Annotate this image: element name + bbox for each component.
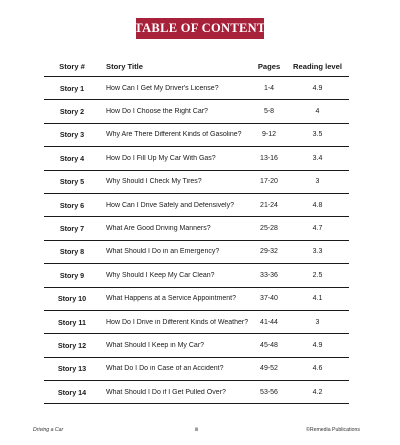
- story-pages: 13-16: [260, 154, 278, 162]
- header-reading-level: Reading level: [293, 61, 342, 71]
- table-row: [44, 194, 349, 217]
- story-title: What Happens at a Service Appointment?: [106, 295, 236, 303]
- story-title: How Do I Fill Up My Car With Gas?: [106, 154, 216, 162]
- table-row: [44, 100, 349, 123]
- story-title: Why Should I Keep My Car Clean?: [106, 271, 215, 279]
- story-reading-level: 3: [315, 318, 320, 326]
- story-pages: 21-24: [260, 201, 278, 209]
- story-reading-level: 4.8: [312, 201, 323, 209]
- story-number: Story 10: [57, 294, 87, 304]
- table-row: [44, 311, 349, 334]
- table-row: [44, 147, 349, 170]
- page-footer: [33, 427, 360, 437]
- story-number: Story 12: [57, 340, 87, 350]
- story-title: How Do I Choose the Right Car?: [106, 108, 208, 116]
- story-number: Story 9: [59, 270, 85, 280]
- table-row: [44, 334, 349, 357]
- story-title: What Should I Do in an Emergency?: [106, 248, 220, 256]
- story-number: Story 6: [59, 200, 85, 210]
- story-reading-level: 4.6: [312, 365, 323, 373]
- table-row: [44, 241, 349, 264]
- story-number: Story 5: [59, 177, 85, 187]
- story-pages: 25-28: [260, 225, 278, 233]
- page-title: TABLE OF CONTENT: [136, 18, 264, 39]
- story-pages: 9-12: [261, 131, 276, 139]
- story-pages: 33-36: [260, 271, 278, 279]
- table-row: [44, 264, 349, 287]
- table-row: [44, 217, 349, 240]
- table-row: [44, 381, 349, 404]
- story-pages: 37-40: [260, 295, 278, 303]
- header-pages: Pages: [257, 61, 281, 71]
- story-reading-level: 4.2: [312, 388, 323, 396]
- story-pages: 5-8: [263, 108, 275, 116]
- table-row: [44, 77, 349, 100]
- table-row: [44, 288, 349, 311]
- story-title: What Do I Do in Case of an Accident?: [106, 365, 224, 373]
- table-row: [44, 124, 349, 147]
- story-reading-level: 3: [315, 178, 320, 186]
- footer-page-number: iii: [194, 427, 199, 433]
- story-number: Story 4: [59, 153, 85, 163]
- footer-book-title: Driving a Car: [33, 427, 64, 433]
- story-number: Story 14: [57, 387, 87, 397]
- story-number: Story 1: [59, 83, 85, 93]
- header-story-num: Story #: [59, 61, 85, 71]
- header-story-title: Story Title: [106, 61, 143, 71]
- story-number: Story 11: [58, 317, 86, 327]
- story-title: How Do I Drive in Different Kinds of Weather?: [106, 318, 249, 326]
- table-row: [44, 171, 349, 194]
- story-reading-level: 4.1: [312, 295, 323, 303]
- story-number: Story 2: [59, 107, 85, 117]
- story-title: What Should I Keep in My Car?: [106, 341, 205, 349]
- story-reading-level: 4.7: [312, 225, 323, 233]
- story-number: Story 7: [59, 224, 85, 234]
- story-reading-level: 4.9: [312, 84, 323, 92]
- story-number: Story 13: [57, 364, 87, 374]
- story-reading-level: 3.5: [312, 131, 323, 139]
- story-reading-level: 3.3: [312, 248, 323, 256]
- table-row: [44, 358, 349, 381]
- story-pages: 49-52: [260, 365, 278, 373]
- story-reading-level: 3.4: [312, 154, 323, 162]
- story-title: Why Should I Check My Tires?: [106, 178, 202, 186]
- story-pages: 1-4: [263, 84, 275, 92]
- story-title: How Can I Drive Safely and Defensively?: [106, 201, 235, 209]
- story-pages: 45-48: [260, 341, 278, 349]
- story-number: Story 3: [59, 130, 85, 140]
- story-number: Story 8: [59, 247, 85, 257]
- story-pages: 53-56: [260, 388, 278, 396]
- story-reading-level: 4.9: [312, 341, 323, 349]
- story-title: Why Are There Different Kinds of Gasoline?: [106, 131, 242, 139]
- story-pages: 41-44: [260, 318, 278, 326]
- story-reading-level: 2.5: [312, 271, 323, 279]
- table-header: [44, 56, 349, 77]
- story-title: How Can I Get My Driver's License?: [106, 84, 219, 92]
- story-title: What Should I Do if I Get Pulled Over?: [106, 388, 226, 396]
- toc-table: [44, 56, 349, 404]
- story-pages: 29-32: [260, 248, 278, 256]
- story-reading-level: 4: [315, 108, 320, 116]
- footer-publisher: ©Remedia Publications: [306, 427, 360, 433]
- story-pages: 17-20: [260, 178, 278, 186]
- story-title: What Are Good Driving Manners?: [106, 225, 211, 233]
